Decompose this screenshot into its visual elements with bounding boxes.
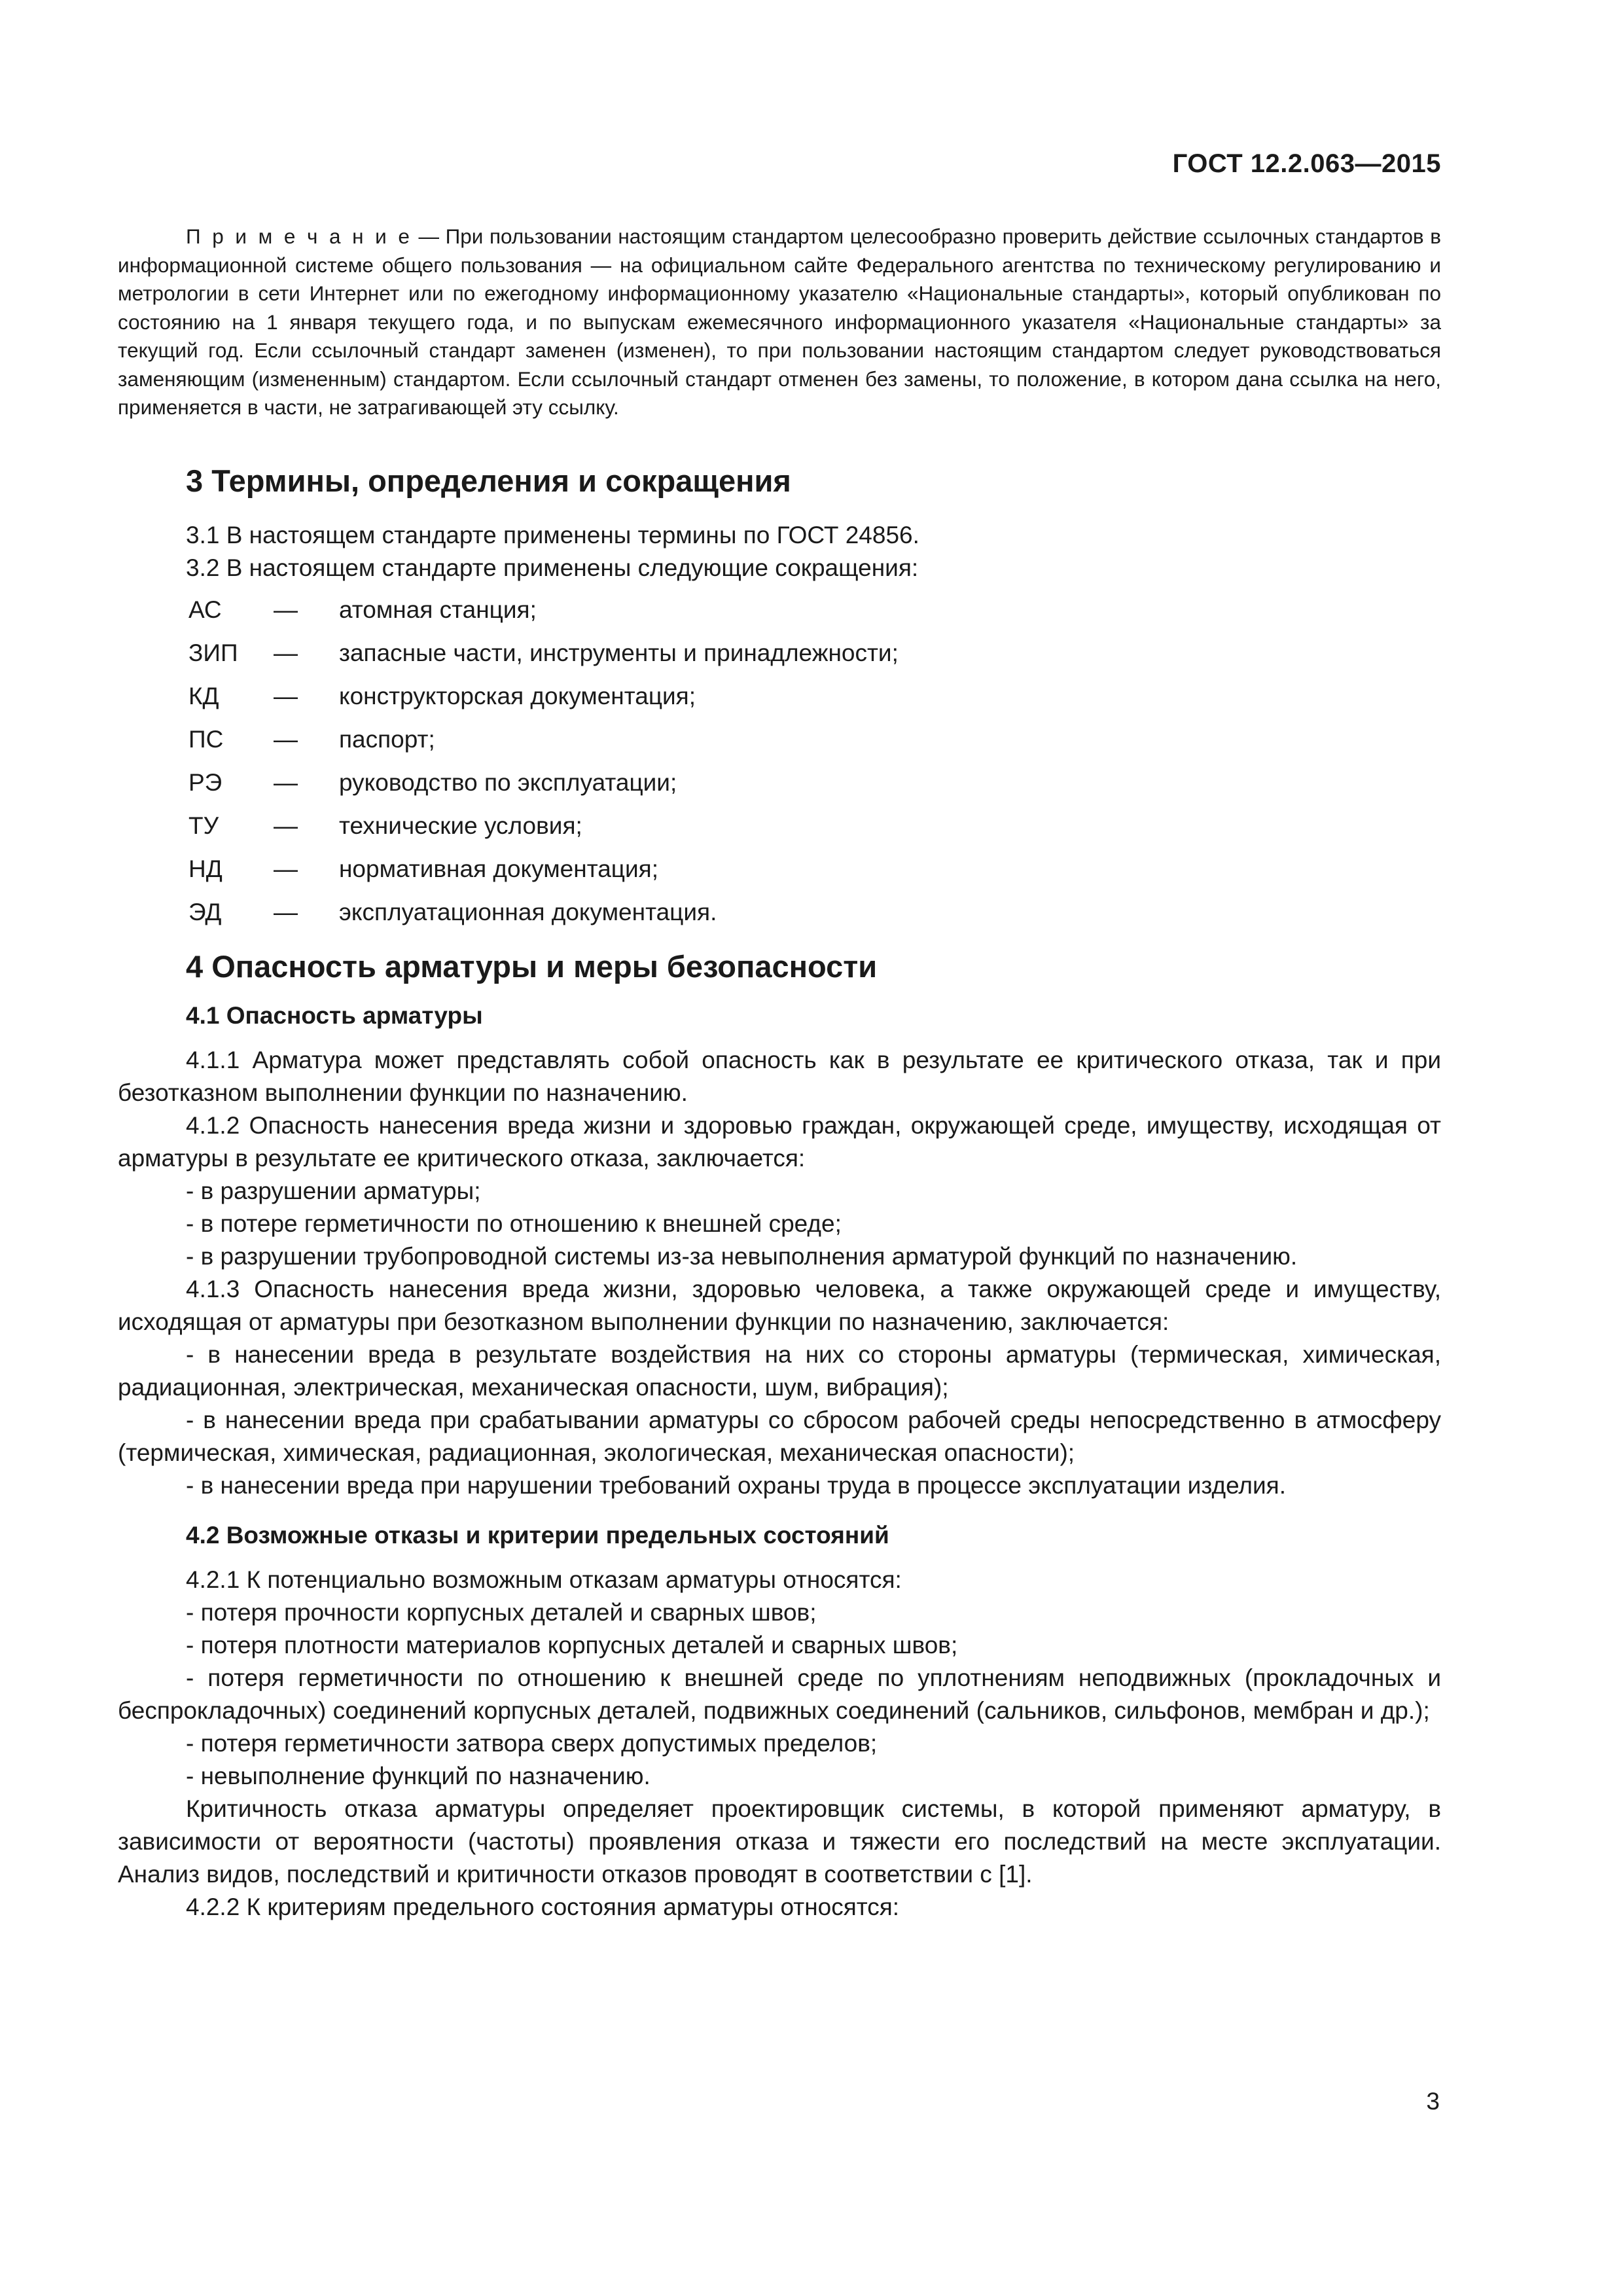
list-item: - потеря герметичности затвора сверх допустимых пределов; [186, 1729, 878, 1757]
abbreviation-row [188, 718, 1441, 761]
abbreviation-row [188, 632, 1441, 675]
list-item: - в разрушении арматуры; [186, 1177, 481, 1204]
abbreviation-code: АС [188, 596, 222, 623]
note-text: — При пользовании настоящим стандартом целесообразно проверить действие ссылочных стандартов в информационной системе общего пользования — на официальном сайте Федерального агентства по техническому регулированию и метрологии в сети Интернет или по ежегодному информационному указателю «Национальные стандарты», который опубликован по состоянию на 1 января текущего года, и по выпускам ежемесячного информационного указателя «Национальные стандарты» за текущий год. Если ссылочный стандарт заменен (изменен), то при пользовании настоящим стандартом следует руководствоваться заменяющим (измененным) стандартом. Если ссылочный стандарт отменен без замены, то положение, в котором дана ссылка на него, применяется в части, не затрагивающей эту ссылку. [118, 224, 1441, 419]
list-item: - потеря герметичности по отношению к внешней среде по уплотнениям неподвижных (прокладочных и беспрокладочных) соединений корпусных деталей, подвижных соединений (сальников, сильфонов, мембран и др.); [118, 1664, 1441, 1724]
section-3 [118, 463, 1441, 934]
list-item: - в потере герметичности по отношению к внешней среде; [186, 1210, 842, 1237]
list-item: - потеря плотности материалов корпусных деталей и сварных швов; [186, 1631, 958, 1659]
abbreviation-row [188, 588, 1441, 632]
abbreviation-dash: — [274, 768, 298, 796]
abbreviation-definition: конструкторская документация; [339, 682, 696, 709]
section-3-paragraph-2: 3.2 В настоящем стандарте применены следующие сокращения: [186, 554, 919, 581]
abbreviation-code: КД [188, 682, 219, 709]
abbreviation-definition: руководство по эксплуатации; [339, 768, 677, 796]
abbreviation-row [188, 848, 1441, 891]
abbreviation-code: ПС [188, 725, 224, 753]
abbreviation-dash: — [274, 596, 298, 623]
note-label: П р и м е ч а н и е [186, 224, 412, 248]
abbreviation-dash: — [274, 725, 298, 753]
list-item: - в нанесении вреда в результате воздействия на них со стороны арматуры (термическая, химическая, радиационная, электрическая, механическая опасности, шум, вибрация); [118, 1340, 1441, 1401]
list-item: - невыполнение функций по назначению. [186, 1762, 651, 1789]
paragraph: 4.1.1 Арматура может представлять собой опасность как в результате ее критического отказа, так и при безотказном выполнении функции по назначению. [118, 1046, 1441, 1106]
abbreviation-list [188, 588, 1441, 934]
abbreviation-dash: — [274, 898, 298, 925]
abbreviation-row [188, 761, 1441, 804]
list-item: - в нанесении вреда при нарушении требований охраны труда в процессе эксплуатации изделия. [186, 1471, 1286, 1499]
abbreviation-definition: атомная станция; [339, 596, 537, 623]
abbreviation-definition: технические условия; [339, 812, 582, 839]
abbreviation-definition: запасные части, инструменты и принадлежности; [339, 639, 899, 666]
abbreviation-row [188, 804, 1441, 848]
section-4-title: 4 Опасность арматуры и меры безопасности [186, 948, 878, 984]
abbreviation-definition: нормативная документация; [339, 855, 658, 882]
subsection-4-2-title: 4.2 Возможные отказы и критерии предельных состояний [186, 1521, 889, 1549]
abbreviation-dash: — [274, 855, 298, 882]
abbreviation-row [188, 891, 1441, 934]
list-item: - потеря прочности корпусных деталей и сварных швов; [186, 1598, 817, 1626]
paragraph: 4.2.2 К критериям предельного состояния арматуры относятся: [186, 1893, 900, 1920]
abbreviation-row [188, 675, 1441, 718]
paragraph: 4.1.3 Опасность нанесения вреда жизни, здоровью человека, а также окружающей среде и имуществу, исходящая от арматуры при безотказном выполнении функции по назначению, заключается: [118, 1275, 1441, 1335]
abbreviation-definition: паспорт; [339, 725, 435, 753]
section-3-title: 3 Термины, определения и сокращения [186, 463, 791, 498]
abbreviation-dash: — [274, 812, 298, 839]
abbreviation-code: ТУ [188, 812, 219, 839]
paragraph: 4.1.2 Опасность нанесения вреда жизни и здоровью граждан, окружающей среде, имуществу, исходящая от арматуры в результате ее критического отказа, заключается: [118, 1111, 1441, 1172]
page-number: 3 [1426, 2088, 1440, 2115]
section-4 [118, 948, 1441, 1924]
list-item: - в разрушении трубопроводной системы из-за невыполнения арматурой функций по назначению. [186, 1242, 1298, 1270]
abbreviation-dash: — [274, 639, 298, 666]
abbreviation-dash: — [274, 682, 298, 709]
abbreviation-code: ЗИП [188, 639, 238, 666]
paragraph: Критичность отказа арматуры определяет проектировщик системы, в которой применяют арматуру, в зависимости от вероятности (частоты) проявления отказа и тяжести его последствий на месте эксплуатации. Анализ видов, последствий и критичности отказов проводят в соответствии с [1]. [118, 1795, 1441, 1888]
section-3-paragraph-1: 3.1 В настоящем стандарте применены термины по ГОСТ 24856. [186, 521, 919, 548]
paragraph: 4.2.1 К потенциально возможным отказам арматуры относятся: [186, 1566, 902, 1593]
reference-note [118, 223, 1441, 422]
abbreviation-code: ЭД [188, 898, 222, 925]
abbreviation-code: РЭ [188, 768, 223, 796]
list-item: - в нанесении вреда при срабатывании арматуры со сбросом рабочей среды непосредственно в атмосферу (термическая, химическая, радиационная, экологическая, механическая опасности); [118, 1406, 1441, 1466]
abbreviation-code: НД [188, 855, 223, 882]
abbreviation-definition: эксплуатационная документация. [339, 898, 717, 925]
document-code-header: ГОСТ 12.2.063—2015 [1172, 149, 1441, 178]
page-content [118, 223, 1441, 1924]
subsection-4-1-title: 4.1 Опасность арматуры [186, 1001, 483, 1029]
